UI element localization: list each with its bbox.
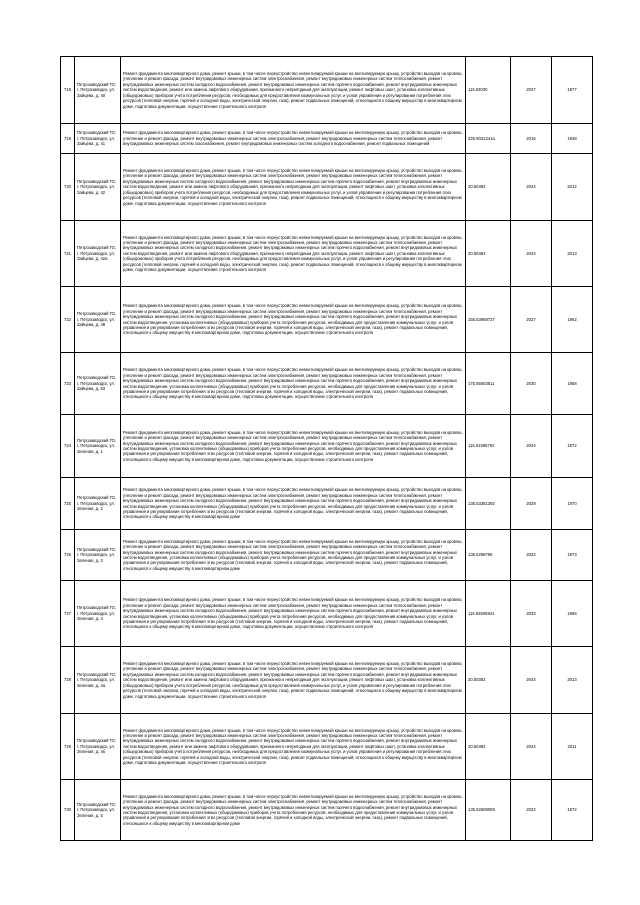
row-number-cell: 718 [61,57,75,124]
planned-year-cell: 2034 [511,415,552,478]
planned-year-cell: 2032 [511,780,552,841]
cost-cell: 115.53030 [466,57,511,124]
address-cell: Петрозаводский ГО, г. Петрозаводск, ул. Зеленая, д. 5 [75,780,121,841]
address-cell: Петрозаводский ГО, г. Петрозаводск, ул. Зайцева, д. 41 [75,124,121,154]
planned-year-cell: 2029 [511,478,552,530]
works-list-cell: Ремонт фундамента многоквартирного дома, ремонт крыши, в том числе переустройство невентилируемой крыши на вентилируемую крышу, устройство выходов на кровлю, утепление и ремонт фасада, ремонт внутридомовых инженерных систем электроснабжения, ремонт внутридомовых инженерных систем теплоснабжения, ремонт внутридомовых инженерных систем холодного водоснабжения, ремонт внутридомовых инженерных систем горячего водоснабжения, ремонт внутридомовых инженерных систем водоотведения, ремонт или замена лифтового оборудования, признанного непригодным для эксплуатации, ремонт лифтовых шахт, установка коллективных (общедомовых) приборов учета потребления ресурсов, необходимых для предоставления коммунальных услуг, и узлов управления и регулирования потребления этих ресурсов (тепловой энергии, горячей и холодной воды, электрической энергии, газа), ремонт подвальных помещений, относящихся к общему имуществу в многоквартирном доме, подготовка документации, осуществление строительного контроля [121,154,466,221]
cost-cell: 20.50382 [466,714,511,780]
planned-year-cell: 2033 [511,581,552,647]
built-year-cell: 1962 [552,287,593,353]
planned-year-cell: 2030 [511,353,552,415]
built-year-cell: 2013 [552,647,593,714]
address-cell: Петрозаводский ГО, г. Петрозаводск, ул. Зеленая, д. 3 [75,530,121,581]
cost-cell: 20.50384 [466,154,511,221]
planned-year-cell: 2044 [511,647,552,714]
built-year-cell: 1970 [552,478,593,530]
table-row [61,647,593,714]
built-year-cell: 1972 [552,780,593,841]
built-year-cell: 1977 [552,57,593,124]
cost-cell: 175.55503811 [466,353,511,415]
planned-year-cell: 2044 [511,221,552,287]
cost-cell: 20.50383 [466,221,511,287]
address-cell: Петрозаводский ГО, г. Петрозаводск, ул. Зайцева, д. 40 [75,57,121,124]
cost-cell: 20.50383 [466,647,511,714]
built-year-cell: 1948 [552,124,593,154]
row-number-cell: 724 [61,415,75,478]
address-cell: Петрозаводский ГО, г. Петрозаводск, ул. Зеленая, д. 4б [75,714,121,780]
row-number-cell: 721 [61,221,75,287]
table-row [61,415,593,478]
row-number-cell: 730 [61,780,75,841]
table-row [61,221,593,287]
address-cell: Петрозаводский ГО, г. Петрозаводск, ул. Зеленая, д. 2 [75,478,121,530]
cost-cell: 135.53381392 [466,478,511,530]
row-number-cell: 726 [61,530,75,581]
registry-rows [61,57,593,841]
row-number-cell: 725 [61,478,75,530]
built-year-cell: 2013 [552,221,593,287]
address-cell: Петрозаводский ГО, г. Петрозаводск, ул. Зеленая, д. 4а [75,647,121,714]
table-row [61,57,593,124]
table-row [61,780,593,841]
cost-cell: 225.9031241а [466,124,511,154]
row-number-cell: 722 [61,287,75,353]
planned-year-cell: 2037 [511,57,552,124]
table-row [61,478,593,530]
row-number-cell: 719 [61,124,75,154]
cost-cell: 155.53968737 [466,287,511,353]
address-cell: Петрозаводский ГО, г. Петрозаводск, ул. Зайцева, д. 42а [75,221,121,287]
works-list-cell: Ремонт фундамента многоквартирного дома, ремонт крыши, в том числе переустройство невентилируемой крыши на вентилируемую крышу, устройство выходов на кровлю, утепление и ремонт фасада, ремонт внутридомовых инженерных систем электроснабжения, ремонт внутридомовых инженерных систем теплоснабжения, ремонт внутридомовых инженерных систем холодного водоснабжения, ремонт внутридомовых инженерных систем горячего водоснабжения, ремонт внутридомовых инженерных систем водоотведения, установка коллективных (общедомовых) приборов учета потребления ресурсов, необходимых для предоставления коммунальных услуг, и узлов управления и регулирования потребления этих ресурсов (тепловой энергии, горячей и холодной воды, электрической энергии, газа), ремонт подвальных помещений, относящихся к общему имуществу в многоквартирном доме [121,530,466,581]
row-number-cell: 728 [61,647,75,714]
works-list-cell: Ремонт фундамента многоквартирного дома, ремонт крыши, в том числе переустройство невентилируемой крыши на вентилируемую крышу, устройство выходов на кровлю, утепление и ремонт фасада, ремонт внутридомовых инженерных систем электроснабжения, ремонт внутридомовых инженерных систем теплоснабжения, ремонт внутридомовых инженерных систем холодного водоснабжения, ремонт внутридомовых инженерных систем горячего водоснабжения, ремонт внутридомовых инженерных систем водоотведения, установка коллективных (общедомовых) приборов учета потребления ресурсов, необходимых для предоставления коммунальных услуг, и узлов управления и регулирования потребления этих ресурсов (тепловой энергии, горячей и холодной воды, электрической энергии, газа), ремонт подвальных помещений, относящихся к общему имуществу в многоквартирном доме [121,478,466,530]
works-list-cell: Ремонт фундамента многоквартирного дома, ремонт крыши, в том числе переустройство невентилируемой крыши на вентилируемую крышу, устройство выходов на кровлю, утепление и ремонт фасада, ремонт внутридомовых инженерных систем электроснабжения, ремонт внутридомовых инженерных систем теплоснабжения, ремонт внутридомовых инженерных систем холодного водоснабжения, ремонт внутридомовых инженерных систем горячего водоснабжения, ремонт внутридомовых инженерных систем водоотведения, установка коллективных (общедомовых) приборов учета потребления ресурсов, необходимых для предоставления коммунальных услуг, и узлов управления и регулирования потребления этих ресурсов (тепловой энергии, горячей и холодной воды, электрической энергии, газа), ремонт подвальных помещений, относящихся к общему имуществу в многоквартирном доме, подготовка документации, осуществление строительного контроля [121,353,466,415]
works-list-cell: Ремонт фундамента многоквартирного дома, ремонт крыши, в том числе переустройство невентилируемой крыши на вентилируемую крышу, устройство выходов на кровлю, утепление и ремонт фасада, ремонт внутридомовых инженерных систем электроснабжения, ремонт внутридомовых инженерных систем теплоснабжения, ремонт внутридомовых инженерных систем газоснабжения, ремонт внутридомовых инженерных систем холодного водоснабжения, ремонт подвальных помещений [121,124,466,154]
address-cell: Петрозаводский ГО, г. Петрозаводск, ул. Зеленая, д. 4 [75,581,121,647]
row-number-cell: 723 [61,353,75,415]
planned-year-cell: 2032 [511,530,552,581]
built-year-cell: 2011 [552,714,593,780]
planned-year-cell: 2016 [511,124,552,154]
table-row [61,530,593,581]
address-cell: Петрозаводский ГО, г. Петрозаводск, ул. Зайцева, д. 42 [75,154,121,221]
built-year-cell: 1966 [552,581,593,647]
works-list-cell: Ремонт фундамента многоквартирного дома, ремонт крыши, в том числе переустройство невентилируемой крыши на вентилируемую крышу, устройство выходов на кровлю, утепление и ремонт фасада, ремонт внутридомовых инженерных систем электроснабжения, ремонт внутридомовых инженерных систем теплоснабжения, ремонт внутридомовых инженерных систем холодного водоснабжения, ремонт внутридомовых инженерных систем горячего водоснабжения, ремонт внутридомовых инженерных систем водоотведения, установка коллективных (общедомовых) приборов учета потребления ресурсов, необходимых для предоставления коммунальных услуг, и узлов управления и регулирования потребления этих ресурсов (тепловой энергии, горячей и холодной воды, электрической энергии, газа), ремонт подвальных помещений, относящихся к общему имуществу в многоквартирном доме [121,780,466,841]
planned-year-cell: 2044 [511,714,552,780]
works-list-cell: Ремонт фундамента многоквартирного дома, ремонт крыши, в том числе переустройство невентилируемой крыши на вентилируемую крышу, устройство выходов на кровлю, утепление и ремонт фасада, ремонт внутридомовых инженерных систем электроснабжения, ремонт внутридомовых инженерных систем теплоснабжения, ремонт внутридомовых инженерных систем холодного водоснабжения, ремонт внутридомовых инженерных систем горячего водоснабжения, ремонт внутридомовых инженерных систем водоотведения, ремонт или замена лифтового оборудования, признанного непригодным для эксплуатации, ремонт лифтовых шахт, установка коллективных (общедомовых) приборов учета потребления ресурсов, необходимых для предоставления коммунальных услуг, и узлов управления и регулирования потребления этих ресурсов (тепловой энергии, горячей и холодной воды, электрической энергии, газа), ремонт подвальных помещений, относящихся к общему имуществу в многоквартирном доме, подготовка документации, осуществление строительного контроля [121,714,466,780]
table-row [61,353,593,415]
works-list-cell: Ремонт фундамента многоквартирного дома, ремонт крыши, в том числе переустройство невентилируемой крыши на вентилируемую крышу, устройство выходов на кровлю, утепление и ремонт фасада, ремонт внутридомовых инженерных систем электроснабжения, ремонт внутридомовых инженерных систем теплоснабжения, ремонт внутридомовых инженерных систем холодного водоснабжения, ремонт внутридомовых инженерных систем горячего водоснабжения, ремонт внутридомовых инженерных систем водоотведения, установка коллективных (общедомовых) приборов учета потребления ресурсов, необходимых для предоставления коммунальных услуг, и узлов управления и регулирования потребления этих ресурсов (тепловой энергии, горячей и холодной воды, электрической энергии, газа), ремонт подвальных помещений, относящихся к общему имуществу в многоквартирном доме, подготовка документации, осуществление строительного контроля [121,287,466,353]
table-row [61,124,593,154]
built-year-cell: 1972 [552,415,593,478]
planned-year-cell: 2044 [511,154,552,221]
address-cell: Петрозаводский ГО, г. Петрозаводск, ул. Зайцева, д. 49 [75,287,121,353]
works-list-cell: Ремонт фундамента многоквартирного дома, ремонт крыши, в том числе переустройство невентилируемой крыши на вентилируемую крышу, устройство выходов на кровлю, утепление и ремонт фасада, ремонт внутридомовых инженерных систем электроснабжения, ремонт внутридомовых инженерных систем теплоснабжения, ремонт внутридомовых инженерных систем холодного водоснабжения, ремонт внутридомовых инженерных систем горячего водоснабжения, ремонт внутридомовых инженерных систем водоотведения, ремонт или замена лифтового оборудования, признанного непригодным для эксплуатации, ремонт лифтовых шахт, установка коллективных (общедомовых) приборов учета потребления ресурсов, необходимых для предоставления коммунальных услуг, и узлов управления и регулирования потребления этих ресурсов (тепловой энергии, горячей и холодной воды, электрической энергии, газа), ремонт подвальных помещений, относящихся к общему имуществу в многоквартирном доме, подготовка документации, осуществление строительного контроля [121,647,466,714]
built-year-cell: 2012 [552,154,593,221]
address-cell: Петрозаводский ГО, г. Петрозаводск, ул. Зайцева, д. 53 [75,353,121,415]
cost-cell: 115.52505941 [466,581,511,647]
registry-table [60,56,593,841]
row-number-cell: 720 [61,154,75,221]
works-list-cell: Ремонт фундамента многоквартирного дома, ремонт крыши, в том числе переустройство невентилируемой крыши на вентилируемую крышу, устройство выходов на кровлю, утепление и ремонт фасада, ремонт внутридомовых инженерных систем электроснабжения, ремонт внутридомовых инженерных систем теплоснабжения, ремонт внутридомовых инженерных систем холодного водоснабжения, ремонт внутридомовых инженерных систем горячего водоснабжения, ремонт внутридомовых инженерных систем водоотведения, установка коллективных (общедомовых) приборов учета потребления ресурсов, необходимых для предоставления коммунальных услуг, и узлов управления и регулирования потребления этих ресурсов (тепловой энергии, горячей и холодной воды, электрической энергии, газа), ремонт подвальных помещений, относящихся к общему имуществу в многоквартирном доме, подготовка документации, осуществление строительного контроля [121,415,466,478]
built-year-cell: 1958 [552,353,593,415]
cost-cell: 135.5298796 [466,530,511,581]
table-row [61,714,593,780]
row-number-cell: 727 [61,581,75,647]
built-year-cell: 1973 [552,530,593,581]
planned-year-cell: 2027 [511,287,552,353]
row-number-cell: 729 [61,714,75,780]
cost-cell: 135.52608069 [466,780,511,841]
works-list-cell: Ремонт фундамента многоквартирного дома, ремонт крыши, в том числе переустройство невентилируемой крыши на вентилируемую крышу, устройство выходов на кровлю, утепление и ремонт фасада, ремонт внутридомовых инженерных систем электроснабжения, ремонт внутридомовых инженерных систем теплоснабжения, ремонт внутридомовых инженерных систем холодного водоснабжения, ремонт внутридомовых инженерных систем горячего водоснабжения, ремонт внутридомовых инженерных систем водоотведения, ремонт или замена лифтового оборудования, признанного непригодным для эксплуатации, ремонт лифтовых шахт, установка коллективных (общедомовых) приборов учета потребления ресурсов, необходимых для предоставления коммунальных услуг, и узлов управления и регулирования потребления этих ресурсов (тепловой энергии, горячей и холодной воды, электрической энергии, газа), ремонт подвальных помещений, относящихся к общему имуществу в многоквартирном доме, подготовка документации, осуществление строительного контроля [121,221,466,287]
table-row [61,581,593,647]
cost-cell: 115.51585792 [466,415,511,478]
table-row [61,287,593,353]
works-list-cell: Ремонт фундамента многоквартирного дома, ремонт крыши, в том числе переустройство невентилируемой крыши на вентилируемую крышу, устройство выходов на кровлю, утепление и ремонт фасада, ремонт внутридомовых инженерных систем электроснабжения, ремонт внутридомовых инженерных систем теплоснабжения, ремонт внутридомовых инженерных систем холодного водоснабжения, ремонт внутридомовых инженерных систем горячего водоснабжения, ремонт внутридомовых инженерных систем водоотведения, ремонт или замена лифтового оборудования, признанного непригодным для эксплуатации, ремонт лифтовых шахт, установка коллективных (общедомовых) приборов учета потребления ресурсов, необходимых для предоставления коммунальных услуг, и узлов управления и регулирования потребления этих ресурсов (тепловой энергии, горячей и холодной воды, электрической энергии, газа), ремонт подвальных помещений, относящихся к общему имуществу в многоквартирном доме, подготовка документации, осуществление строительного контроля [121,57,466,124]
works-list-cell: Ремонт фундамента многоквартирного дома, ремонт крыши, в том числе переустройство невентилируемой крыши на вентилируемую крышу, устройство выходов на кровлю, утепление и ремонт фасада, ремонт внутридомовых инженерных систем электроснабжения, ремонт внутридомовых инженерных систем теплоснабжения, ремонт внутридомовых инженерных систем холодного водоснабжения, ремонт внутридомовых инженерных систем горячего водоснабжения, ремонт внутридомовых инженерных систем водоотведения, установка коллективных (общедомовых) приборов учета потребления ресурсов, необходимых для предоставления коммунальных услуг, и узлов управления и регулирования потребления этих ресурсов (тепловой энергии, горячей и холодной воды, электрической энергии, газа), ремонт подвальных помещений, относящихся к общему имуществу в многоквартирном доме, подготовка документации, осуществление строительного контроля [121,581,466,647]
address-cell: Петрозаводский ГО, г. Петрозаводск, ул. Зеленая, д. 1 [75,415,121,478]
table-row [61,154,593,221]
